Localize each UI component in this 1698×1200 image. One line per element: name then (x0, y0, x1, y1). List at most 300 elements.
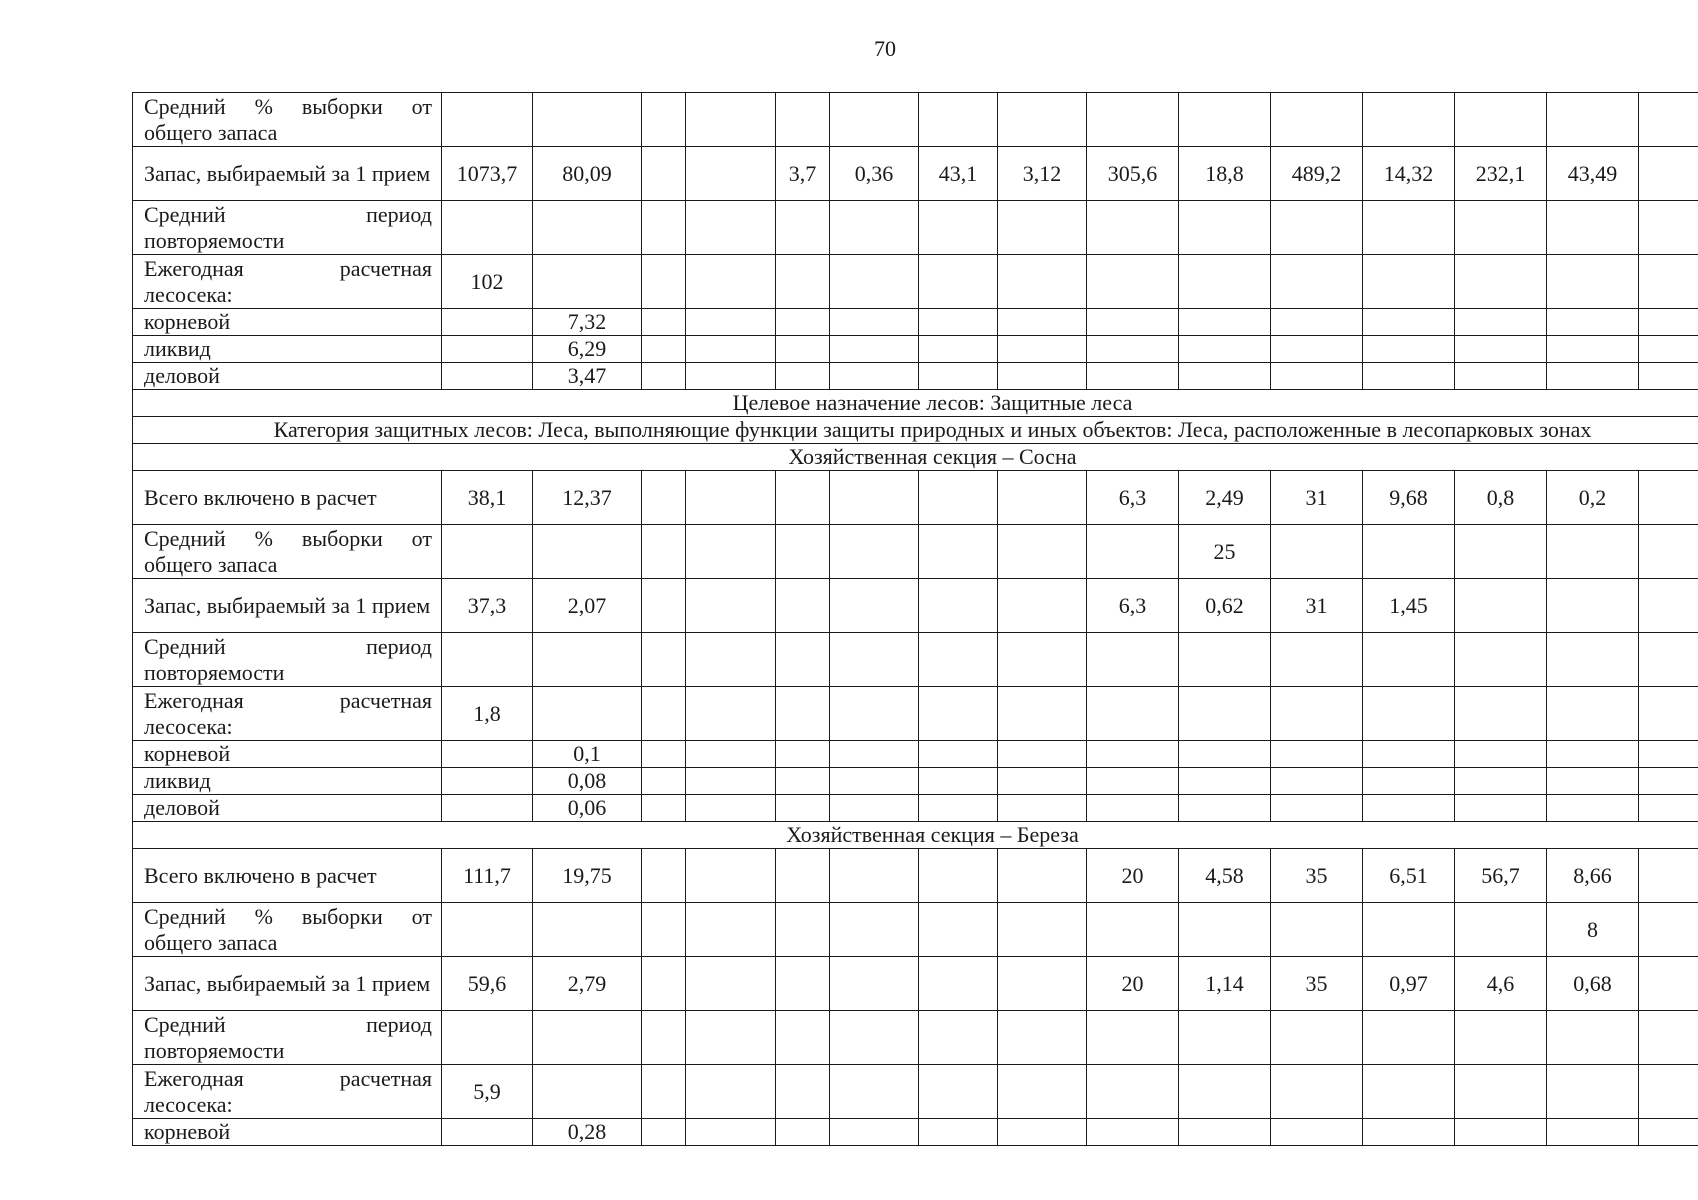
value-cell (1639, 579, 1698, 633)
value-cell (1087, 633, 1179, 687)
row-label: Ежегодная расчетная лесосека: (133, 687, 442, 741)
value-cell: 14,32 (1363, 147, 1455, 201)
value-cell (1547, 768, 1639, 795)
value-cell (998, 768, 1087, 795)
value-cell (1547, 633, 1639, 687)
value-cell (642, 255, 686, 309)
value-cell (830, 471, 919, 525)
value-cell (998, 849, 1087, 903)
row-label: деловой (133, 795, 442, 822)
value-cell (442, 201, 533, 255)
value-cell (1179, 363, 1271, 390)
value-cell: 8 (1547, 903, 1639, 957)
value-cell (1179, 633, 1271, 687)
value-cell (686, 525, 776, 579)
value-cell (642, 1011, 686, 1065)
value-cell (1455, 336, 1547, 363)
value-cell (1087, 1011, 1179, 1065)
value-cell: 102 (442, 255, 533, 309)
value-cell (998, 1011, 1087, 1065)
value-cell (442, 525, 533, 579)
value-cell: 35 (1271, 849, 1363, 903)
value-cell (998, 1065, 1087, 1119)
value-cell (919, 1011, 998, 1065)
row-label: Средний период повторяемости (133, 1011, 442, 1065)
value-cell (1455, 687, 1547, 741)
value-cell (998, 309, 1087, 336)
value-cell (830, 903, 919, 957)
value-cell (830, 795, 919, 822)
value-cell (1639, 147, 1698, 201)
value-cell (1639, 255, 1698, 309)
value-cell (1179, 903, 1271, 957)
value-cell (1639, 336, 1698, 363)
value-cell: 38,1 (442, 471, 533, 525)
value-cell (1271, 336, 1363, 363)
value-cell: 111,7 (442, 849, 533, 903)
table-row-liquid-volume (133, 768, 1698, 795)
value-cell (1179, 768, 1271, 795)
value-cell (1639, 363, 1698, 390)
value-cell (642, 795, 686, 822)
value-cell (776, 201, 830, 255)
value-cell (1271, 1065, 1363, 1119)
row-label: Ежегодная расчетная лесосека: (133, 255, 442, 309)
value-cell (1087, 1119, 1179, 1146)
value-cell (919, 1065, 998, 1119)
value-cell (1087, 309, 1179, 336)
value-cell (1087, 255, 1179, 309)
value-cell (830, 525, 919, 579)
value-cell (642, 525, 686, 579)
value-cell (686, 147, 776, 201)
value-cell: 20 (1087, 957, 1179, 1011)
value-cell (1547, 1065, 1639, 1119)
value-cell (686, 903, 776, 957)
value-cell (686, 201, 776, 255)
value-cell (776, 363, 830, 390)
value-cell (998, 525, 1087, 579)
value-cell (830, 201, 919, 255)
value-cell (442, 363, 533, 390)
value-cell (533, 525, 642, 579)
value-cell (442, 903, 533, 957)
value-cell: 0,97 (1363, 957, 1455, 1011)
value-cell (776, 255, 830, 309)
row-label: Запас, выбираемый за 1 прием (133, 957, 442, 1011)
value-cell (830, 93, 919, 147)
value-cell (1547, 579, 1639, 633)
value-cell (998, 795, 1087, 822)
table-row-mean-return-period (133, 201, 1698, 255)
value-cell (442, 309, 533, 336)
value-cell (686, 795, 776, 822)
value-cell (1179, 93, 1271, 147)
value-cell (1363, 687, 1455, 741)
value-cell (1639, 795, 1698, 822)
value-cell (1455, 741, 1547, 768)
value-cell (919, 309, 998, 336)
row-label: корневой (133, 741, 442, 768)
value-cell (686, 579, 776, 633)
value-cell (998, 201, 1087, 255)
value-cell (1179, 687, 1271, 741)
value-cell (1639, 849, 1698, 903)
value-cell (1455, 633, 1547, 687)
value-cell: 1,14 (1179, 957, 1271, 1011)
value-cell (1547, 363, 1639, 390)
section-heading-row (133, 417, 1698, 444)
value-cell: 43,49 (1547, 147, 1639, 201)
value-cell (1087, 363, 1179, 390)
section-heading: Целевое назначение лесов: Защитные леса (133, 390, 1698, 417)
row-label: Средний % выборки от общего запаса (133, 525, 442, 579)
section-heading-row (133, 390, 1698, 417)
section-heading: Категория защитных лесов: Леса, выполняющие функции защиты природных и иных объектов: Леса, расположенные в лесопарковых зонах (133, 417, 1698, 444)
value-cell (1455, 93, 1547, 147)
value-cell: 3,47 (533, 363, 642, 390)
value-cell (919, 795, 998, 822)
value-cell (533, 93, 642, 147)
value-cell: 1073,7 (442, 147, 533, 201)
value-cell (1271, 309, 1363, 336)
value-cell (776, 687, 830, 741)
value-cell (1639, 633, 1698, 687)
section-heading: Хозяйственная секция – Сосна (133, 444, 1698, 471)
value-cell (1363, 1065, 1455, 1119)
value-cell (686, 687, 776, 741)
value-cell (830, 849, 919, 903)
value-cell (919, 957, 998, 1011)
value-cell (1455, 525, 1547, 579)
value-cell: 4,58 (1179, 849, 1271, 903)
value-cell: 0,68 (1547, 957, 1639, 1011)
table-row-liquid-volume (133, 336, 1698, 363)
value-cell (998, 336, 1087, 363)
value-cell (642, 201, 686, 255)
table-row-mean-harvest-percent (133, 903, 1698, 957)
value-cell (1455, 795, 1547, 822)
table-row-root-volume (133, 741, 1698, 768)
value-cell (686, 1119, 776, 1146)
row-label: Всего включено в расчет (133, 849, 442, 903)
value-cell: 37,3 (442, 579, 533, 633)
row-label: Средний % выборки от общего запаса (133, 903, 442, 957)
value-cell (919, 471, 998, 525)
value-cell (1363, 255, 1455, 309)
value-cell (642, 471, 686, 525)
value-cell (533, 633, 642, 687)
value-cell (442, 1011, 533, 1065)
value-cell: 80,09 (533, 147, 642, 201)
value-cell (1179, 336, 1271, 363)
value-cell (830, 1065, 919, 1119)
table-row-stock-per-harvest (133, 579, 1698, 633)
value-cell: 0,1 (533, 741, 642, 768)
value-cell: 19,75 (533, 849, 642, 903)
value-cell (830, 957, 919, 1011)
value-cell (1547, 525, 1639, 579)
value-cell (642, 363, 686, 390)
value-cell: 489,2 (1271, 147, 1363, 201)
value-cell: 0,62 (1179, 579, 1271, 633)
value-cell (1363, 309, 1455, 336)
table-row-total-included (133, 471, 1698, 525)
value-cell (1363, 741, 1455, 768)
value-cell (776, 1011, 830, 1065)
value-cell (919, 336, 998, 363)
value-cell (1455, 768, 1547, 795)
value-cell: 6,3 (1087, 471, 1179, 525)
value-cell (998, 255, 1087, 309)
value-cell (1271, 1119, 1363, 1146)
value-cell (1179, 201, 1271, 255)
value-cell (642, 957, 686, 1011)
value-cell (686, 93, 776, 147)
value-cell (830, 768, 919, 795)
value-cell (1455, 1119, 1547, 1146)
value-cell: 9,68 (1363, 471, 1455, 525)
value-cell (776, 903, 830, 957)
value-cell (686, 471, 776, 525)
table-row-annual-allowable-cut (133, 1065, 1698, 1119)
value-cell (1271, 768, 1363, 795)
value-cell (1271, 795, 1363, 822)
value-cell (1455, 903, 1547, 957)
value-cell: 0,06 (533, 795, 642, 822)
value-cell (998, 741, 1087, 768)
row-label: ликвид (133, 768, 442, 795)
value-cell (442, 633, 533, 687)
value-cell (1639, 957, 1698, 1011)
value-cell (1179, 1065, 1271, 1119)
value-cell (642, 687, 686, 741)
value-cell (998, 903, 1087, 957)
value-cell (998, 957, 1087, 1011)
value-cell (1363, 336, 1455, 363)
value-cell (776, 579, 830, 633)
value-cell (919, 903, 998, 957)
value-cell (686, 633, 776, 687)
value-cell: 18,8 (1179, 147, 1271, 201)
value-cell (1363, 1119, 1455, 1146)
value-cell (830, 741, 919, 768)
value-cell (776, 741, 830, 768)
value-cell (1547, 309, 1639, 336)
value-cell (1087, 903, 1179, 957)
value-cell (1363, 363, 1455, 390)
value-cell (919, 741, 998, 768)
value-cell: 0,28 (533, 1119, 642, 1146)
value-cell (998, 363, 1087, 390)
value-cell (919, 633, 998, 687)
table-row-stock-per-harvest (133, 147, 1698, 201)
value-cell (642, 336, 686, 363)
value-cell (1639, 201, 1698, 255)
value-cell (776, 957, 830, 1011)
value-cell (1639, 768, 1698, 795)
value-cell (686, 309, 776, 336)
value-cell (1455, 1011, 1547, 1065)
value-cell (1363, 525, 1455, 579)
value-cell (1455, 201, 1547, 255)
value-cell (1455, 579, 1547, 633)
row-label: ликвид (133, 336, 442, 363)
allowable-cut-table (132, 92, 1698, 1146)
value-cell (1271, 687, 1363, 741)
value-cell (1547, 741, 1639, 768)
value-cell (1455, 309, 1547, 336)
table-row-root-volume (133, 1119, 1698, 1146)
row-label: Ежегодная расчетная лесосека: (133, 1065, 442, 1119)
value-cell (642, 579, 686, 633)
value-cell (1271, 93, 1363, 147)
value-cell (642, 741, 686, 768)
value-cell: 12,37 (533, 471, 642, 525)
value-cell: 2,07 (533, 579, 642, 633)
value-cell: 1,45 (1363, 579, 1455, 633)
value-cell (642, 309, 686, 336)
value-cell (642, 147, 686, 201)
value-cell (642, 768, 686, 795)
value-cell (776, 1119, 830, 1146)
value-cell (1087, 1065, 1179, 1119)
value-cell (1087, 768, 1179, 795)
value-cell (919, 579, 998, 633)
value-cell (919, 255, 998, 309)
value-cell (919, 201, 998, 255)
value-cell (1271, 255, 1363, 309)
value-cell (776, 1065, 830, 1119)
value-cell (998, 579, 1087, 633)
value-cell (919, 687, 998, 741)
value-cell (776, 471, 830, 525)
value-cell (1639, 741, 1698, 768)
value-cell (919, 1119, 998, 1146)
value-cell (1087, 525, 1179, 579)
value-cell (830, 687, 919, 741)
value-cell (1087, 336, 1179, 363)
value-cell: 1,8 (442, 687, 533, 741)
table-row-mean-harvest-percent (133, 93, 1698, 147)
table-row-annual-allowable-cut (133, 255, 1698, 309)
value-cell (533, 201, 642, 255)
value-cell (1271, 363, 1363, 390)
value-cell (776, 525, 830, 579)
value-cell (1363, 795, 1455, 822)
value-cell (1363, 93, 1455, 147)
value-cell (442, 1119, 533, 1146)
value-cell (1547, 1119, 1639, 1146)
value-cell (686, 768, 776, 795)
value-cell (442, 93, 533, 147)
value-cell (442, 795, 533, 822)
value-cell (919, 93, 998, 147)
value-cell (533, 687, 642, 741)
value-cell (1547, 795, 1639, 822)
section-heading-row (133, 822, 1698, 849)
value-cell: 31 (1271, 471, 1363, 525)
value-cell (1363, 633, 1455, 687)
value-cell (1639, 1065, 1698, 1119)
value-cell (686, 255, 776, 309)
table-row-mean-harvest-percent (133, 525, 1698, 579)
value-cell (1179, 795, 1271, 822)
row-label: Средний период повторяемости (133, 201, 442, 255)
value-cell (830, 363, 919, 390)
value-cell: 0,36 (830, 147, 919, 201)
value-cell: 8,66 (1547, 849, 1639, 903)
value-cell (776, 795, 830, 822)
value-cell (1087, 201, 1179, 255)
value-cell (1639, 525, 1698, 579)
value-cell (533, 1065, 642, 1119)
value-cell (830, 1011, 919, 1065)
value-cell (1363, 768, 1455, 795)
row-label: Средний период повторяемости (133, 633, 442, 687)
row-label: корневой (133, 1119, 442, 1146)
value-cell (830, 336, 919, 363)
value-cell: 20 (1087, 849, 1179, 903)
value-cell (1087, 93, 1179, 147)
value-cell (830, 633, 919, 687)
value-cell (442, 741, 533, 768)
table-row-total-included (133, 849, 1698, 903)
value-cell (642, 1119, 686, 1146)
value-cell (919, 849, 998, 903)
table-row-mean-return-period (133, 633, 1698, 687)
value-cell (1639, 903, 1698, 957)
row-label: деловой (133, 363, 442, 390)
value-cell: 6,3 (1087, 579, 1179, 633)
value-cell (686, 1065, 776, 1119)
value-cell: 4,6 (1455, 957, 1547, 1011)
value-cell (533, 255, 642, 309)
value-cell (1455, 363, 1547, 390)
value-cell (1179, 1119, 1271, 1146)
value-cell (1455, 1065, 1547, 1119)
value-cell (686, 1011, 776, 1065)
value-cell: 0,08 (533, 768, 642, 795)
value-cell (998, 687, 1087, 741)
value-cell (776, 768, 830, 795)
value-cell (1087, 741, 1179, 768)
row-label: Средний % выборки от общего запаса (133, 93, 442, 147)
value-cell (776, 336, 830, 363)
value-cell (1087, 795, 1179, 822)
row-label: корневой (133, 309, 442, 336)
value-cell (686, 741, 776, 768)
value-cell (1639, 687, 1698, 741)
value-cell (919, 768, 998, 795)
value-cell (1547, 255, 1639, 309)
table-row-commercial-volume (133, 795, 1698, 822)
value-cell: 6,51 (1363, 849, 1455, 903)
value-cell: 56,7 (1455, 849, 1547, 903)
value-cell (1271, 201, 1363, 255)
table-row-stock-per-harvest (133, 957, 1698, 1011)
value-cell (776, 849, 830, 903)
table-row-commercial-volume (133, 363, 1698, 390)
value-cell (1179, 255, 1271, 309)
value-cell (642, 903, 686, 957)
table-row-annual-allowable-cut (133, 687, 1698, 741)
value-cell: 6,29 (533, 336, 642, 363)
value-cell (998, 633, 1087, 687)
page-number: 70 (874, 36, 896, 61)
value-cell: 25 (1179, 525, 1271, 579)
table-body (133, 93, 1698, 1146)
